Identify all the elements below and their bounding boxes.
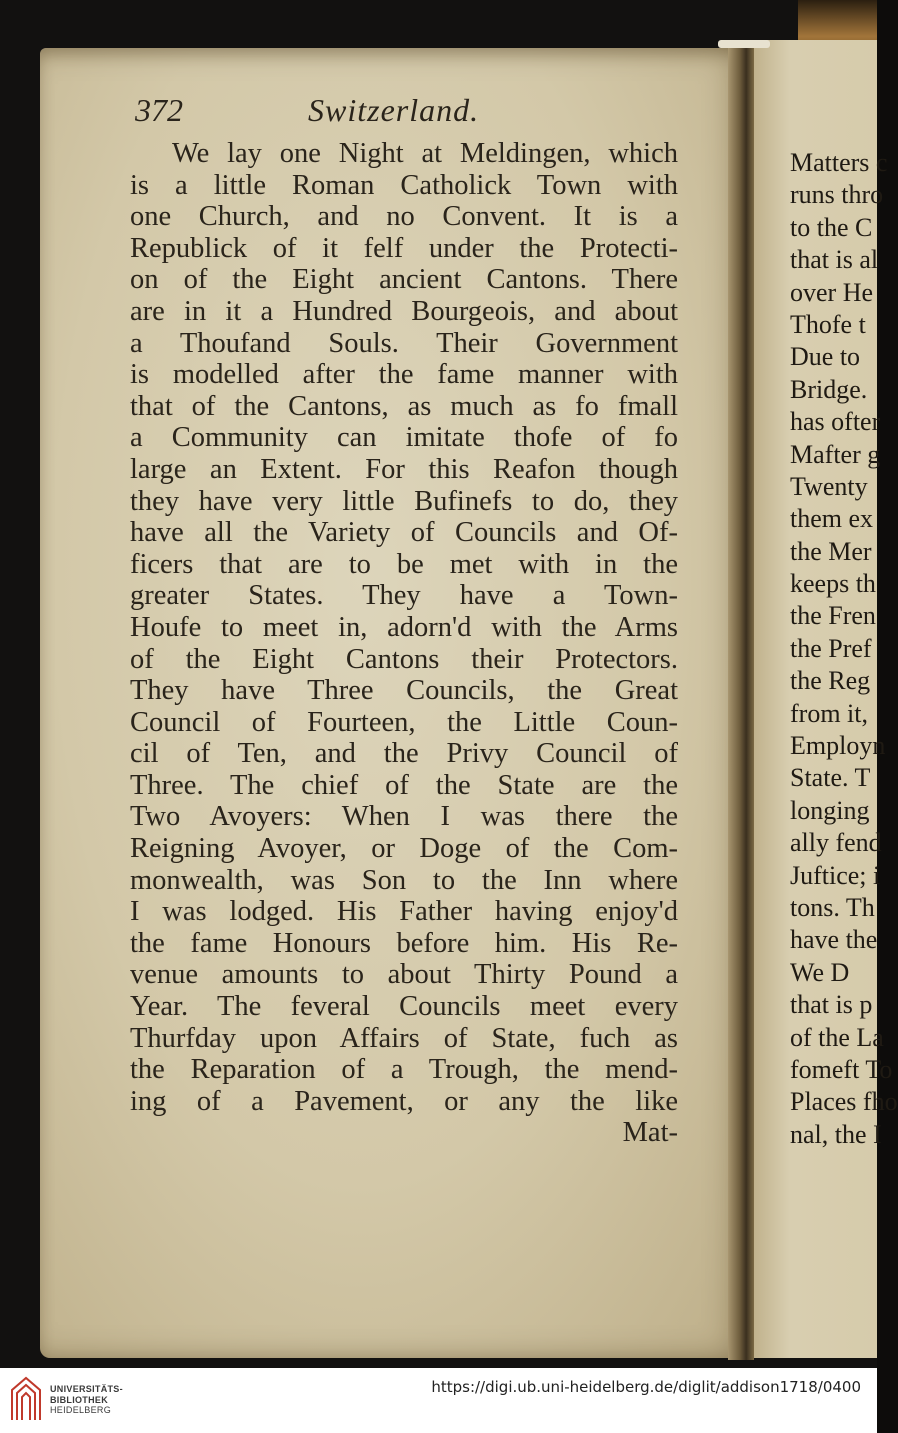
text-line: Thurfday upon Affairs of State, fuch as (130, 1022, 678, 1054)
running-head: Switzerland. (308, 92, 480, 128)
facing-text-line: ally fend (790, 828, 882, 858)
text-line: that of the Cantons, as much as fo fmall (130, 390, 678, 422)
institution-line: HEIDELBERG (50, 1405, 112, 1415)
facing-text-line: Twenty (790, 471, 868, 501)
facing-text-line: longing (790, 795, 870, 825)
institution-line: UNIVERSITÄTS- (50, 1384, 123, 1394)
facing-text-line: has ofter (790, 407, 881, 437)
facing-text-line: Thofe t (790, 309, 866, 339)
facing-text-line: the Reg (790, 666, 871, 696)
facing-text-line: have the (790, 925, 878, 955)
text-line: a Thoufand Souls. Their Government (130, 327, 678, 359)
text-line: greater States. They have a Town- (130, 580, 678, 612)
text-line: They have Three Councils, the Great (130, 675, 678, 707)
book-gutter (728, 40, 754, 1360)
facing-text-line: Juftice; i (790, 860, 881, 890)
facing-text-line: We D (790, 957, 850, 987)
text-line: We lay one Night at Meldingen, which (172, 138, 678, 169)
catchword: Mat- (622, 1117, 678, 1149)
facing-text-line: fomeft To (790, 1054, 893, 1084)
facing-text-line: Bridge. (790, 374, 868, 404)
facing-text-line: of the La (790, 1022, 884, 1052)
page-number: 372 (135, 92, 183, 128)
facing-text-line: that is al (790, 245, 879, 275)
page-tab (718, 40, 770, 48)
text-line: I was lodged. His Father having enjoy'd (130, 896, 678, 928)
text-line: large an Extent. For this Reafon though (130, 453, 678, 485)
facing-text-line: nal, the I (790, 1119, 882, 1149)
facing-text-line: keeps th (790, 569, 876, 599)
text-line: Council of Fourteen, the Little Coun- (130, 706, 678, 738)
text-lines (130, 138, 678, 1117)
text-line: Republick of it felf under the Protecti- (130, 232, 678, 264)
text-line: the Reparation of a Trough, the mend- (130, 1054, 678, 1086)
text-line: on of the Eight ancient Cantons. There (130, 264, 678, 296)
facing-text-line: Places fho (790, 1087, 898, 1117)
text-line: Houfe to meet in, adorn'd with the Arms (130, 611, 678, 643)
facing-text-line: State. T (790, 763, 871, 793)
facing-text-line: to the C (790, 212, 873, 242)
text-line: venue amounts to about Thirty Pound a (130, 959, 678, 991)
facing-text-line: Mafter g (790, 439, 881, 469)
institution-line: BIBLIOTHEK (50, 1394, 108, 1405)
text-line: the fame Honours before him. His Re- (130, 927, 678, 959)
page-header (130, 92, 678, 138)
text-line: are in it a Hundred Bourgeois, and about (130, 295, 678, 327)
facing-text-line: over He (790, 277, 874, 307)
institution-name[interactable] (50, 1384, 123, 1416)
facing-text-line: Due to (790, 342, 861, 372)
facing-text-line: the Fren (790, 601, 876, 631)
text-line: one Church, and no Convent. It is a (130, 201, 678, 233)
facing-text-line: that is p (790, 990, 873, 1020)
footer-bar (0, 1368, 877, 1433)
text-line: a Community can imitate thofe of fo (130, 422, 678, 454)
text-line: Two Avoyers: When I was there the (130, 801, 678, 833)
text-line: ing of a Pavement, or any the like (130, 1085, 678, 1117)
facing-text-line: from it, (790, 698, 868, 728)
facing-text-line: Employn (790, 731, 886, 761)
facing-text-line: runs thro (790, 180, 884, 210)
text-line: is modelled after the fame manner with (130, 359, 678, 391)
library-logo-icon[interactable] (8, 1376, 44, 1422)
facing-text-line: tons. Th (790, 892, 875, 922)
facing-text-line: the Mer (790, 536, 872, 566)
page-text (130, 92, 678, 1149)
text-line: is a little Roman Catholick Town with (130, 169, 678, 201)
permalink-url[interactable]: https://digi.ub.uni-heidelberg.de/diglit/addison1718/0400 (431, 1378, 861, 1396)
text-line: Reigning Avoyer, or Doge of the Com- (130, 833, 678, 865)
text-line: monwealth, was Son to the Inn where (130, 864, 678, 896)
facing-text-line: them ex (790, 504, 874, 534)
facing-page-text (790, 147, 898, 1151)
facing-text-line: the Pref (790, 633, 872, 663)
text-line: cil of Ten, and the Privy Council of (130, 738, 678, 770)
text-line: of the Eight Cantons their Protectors. (130, 643, 678, 675)
text-line: have all the Variety of Councils and Of- (130, 517, 678, 549)
text-line: Three. The chief of the State are the (130, 769, 678, 801)
text-line: ficers that are to be met with in the (130, 548, 678, 580)
facing-text-line: Matters c (790, 148, 888, 177)
text-line: Year. The feveral Councils meet every (130, 991, 678, 1023)
text-line: they have very little Bufinefs to do, they (130, 485, 678, 517)
